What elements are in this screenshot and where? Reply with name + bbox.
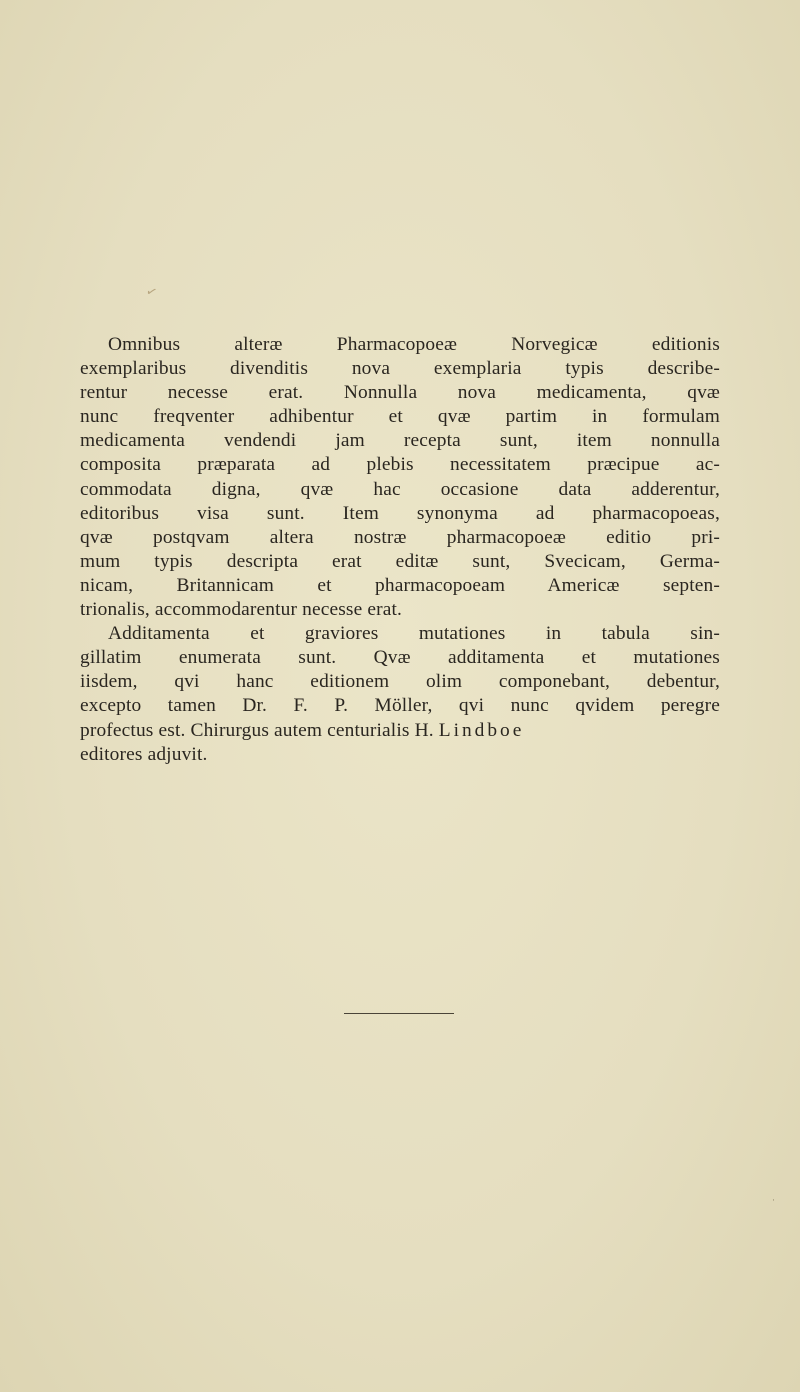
ink-speck: ✓	[143, 282, 160, 301]
text-line: Omnibus alteræ Pharmacopoeæ Norvegicæ editionis	[108, 334, 720, 355]
text-line: gillatim enumerata sunt. Qvæ additamenta et mutationes	[80, 647, 720, 669]
text-line: excepto tamen Dr. F. P. Möller, qvi nunc qvidem peregre	[80, 695, 720, 717]
section-divider	[344, 1013, 454, 1014]
text-line	[80, 719, 720, 743]
text-line: exemplaribus divenditis nova exemplaria typis describe-	[80, 358, 720, 380]
text-line: mum typis descripta erat editæ sunt, Svecicam, Germa-	[80, 550, 720, 572]
text-line-start: profectus est. Chirurgus autem centurialis H.	[80, 719, 439, 741]
text-line: rentur necesse erat. Nonnulla nova medicamenta, qvæ	[80, 382, 720, 404]
text-line: qvæ postqvam altera nostræ pharmacopoeæ editio pri-	[80, 526, 720, 548]
text-line: composita præparata ad plebis necessitatem præcipue ac-	[80, 454, 720, 476]
text-line: iisdem, qvi hanc editionem olim componebant, debentur,	[80, 671, 720, 693]
person-name: Lindboe	[438, 719, 525, 741]
scan-dot: ·	[772, 1195, 775, 1205]
text-line: Additamenta et graviores mutationes in tabula sin-	[108, 623, 720, 645]
text-line: medicamenta vendendi jam recepta sunt, item nonnulla	[80, 430, 720, 452]
text-line: nicam, Britannicam et pharmacopoeam Americæ septen-	[80, 574, 720, 596]
text-line: nunc freqventer adhibentur et qvæ partim in formulam	[80, 406, 720, 428]
text-line: trionalis, accommodarentur necesse erat.	[80, 599, 403, 621]
text-line: commodata digna, qvæ hac occasione data adderentur,	[80, 478, 720, 500]
preface-text	[80, 333, 720, 767]
text-line: editoribus visa sunt. Item synonyma ad pharmacopoeas,	[80, 502, 720, 524]
text-line: editores adjuvit.	[80, 743, 208, 765]
